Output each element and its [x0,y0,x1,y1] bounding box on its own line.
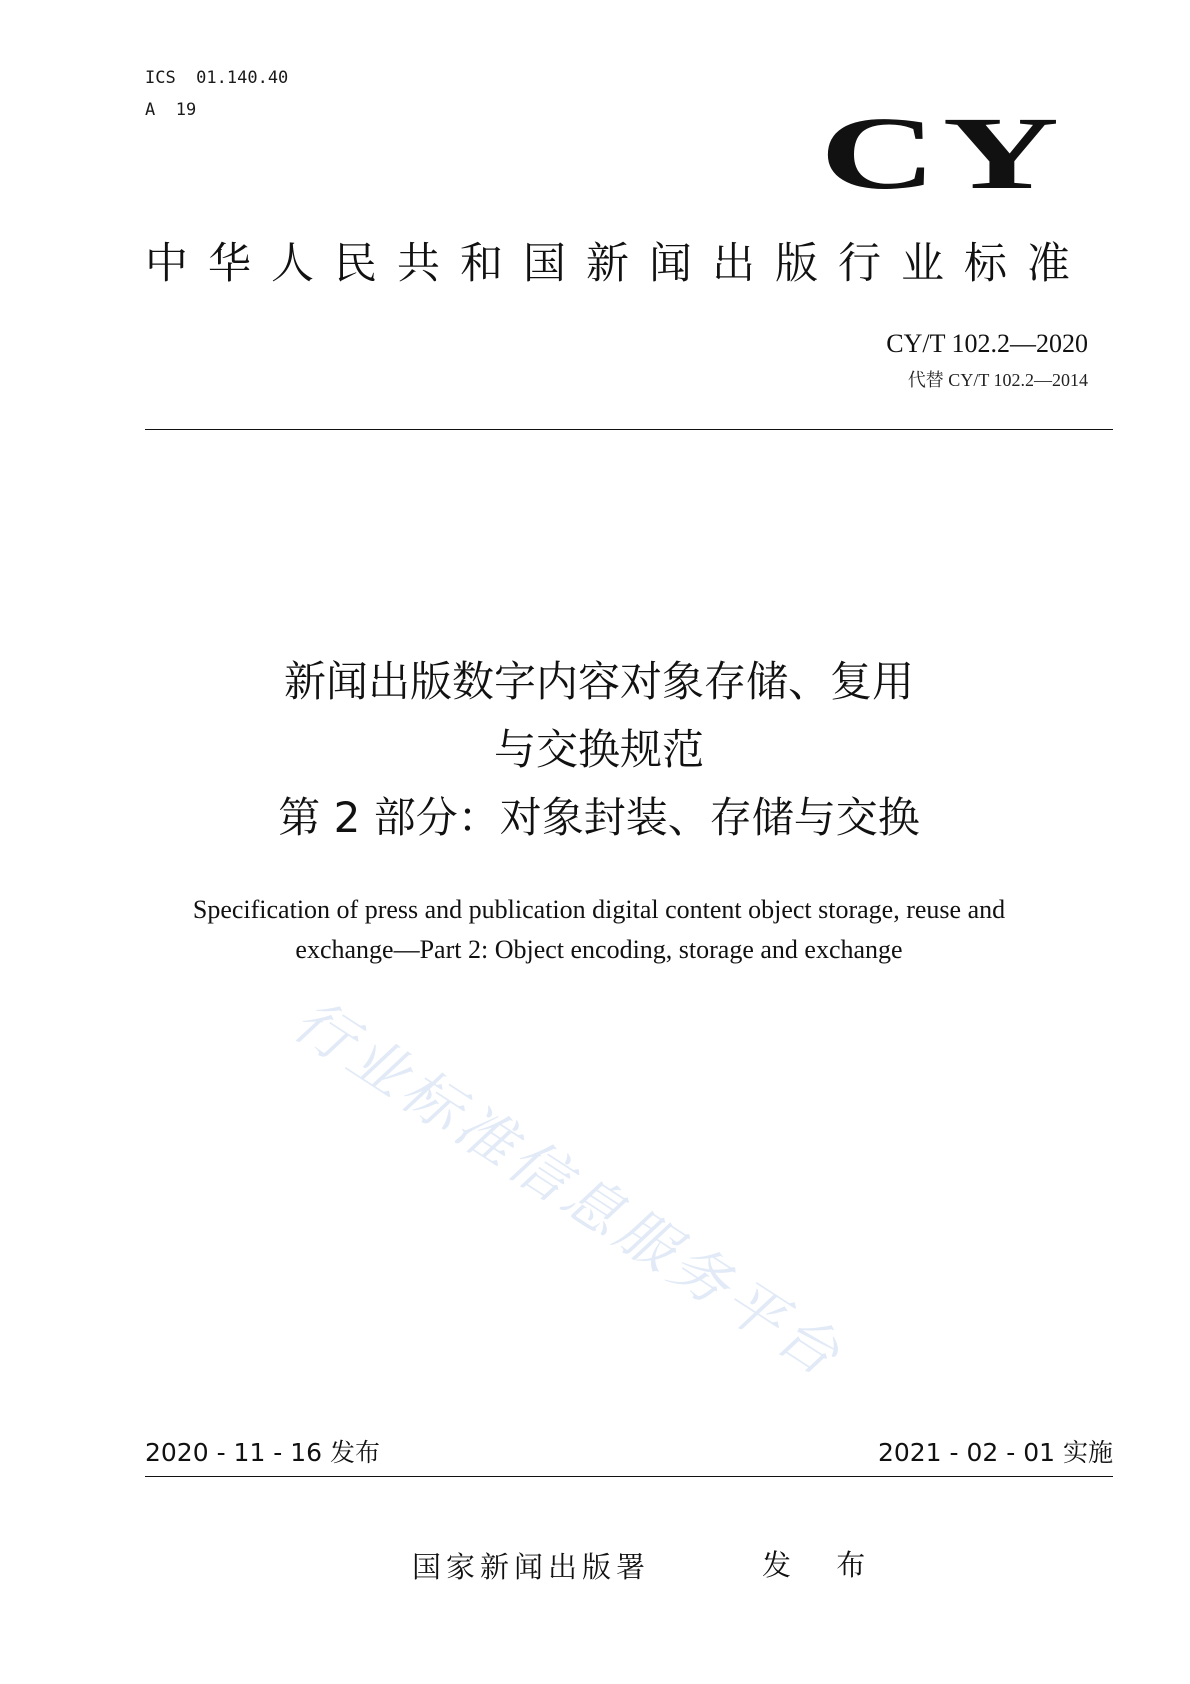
chinese-document-title [145,648,1053,852]
ccs-code: A 19 [145,100,197,120]
standard-number: CY/T 102.2—2020 [886,329,1088,358]
ics-code: ICS 01.140.40 [145,68,289,88]
standard-category-title: 中华人民共和国新闻出版行业标准 [145,239,1090,289]
implementation-date: 2021 - 02 - 01 实施 [877,1438,1113,1467]
bottom-divider [145,1476,1113,1477]
publisher-name: 国家新闻出版署 [412,1550,651,1584]
watermark: 行业标准信息服务平台 [281,985,856,1392]
replaces-standard: 代替 CY/T 102.2—2014 [907,370,1088,390]
english-title-line-1: Specification of press and publication digital content object storage, reuse and [192,895,1006,924]
chinese-title-line-3: 第 2 部分：对象封装、存储与交换 [278,793,920,842]
issue-date: 2020 - 11 - 16 发布 [145,1438,381,1467]
english-document-title [145,890,1053,970]
top-divider [145,429,1113,430]
english-title-line-2: exchange—Part 2: Object encoding, storage and exchange [295,935,903,964]
classification-codes [145,62,288,126]
chinese-title-line-1: 新闻出版数字内容对象存储、复用 [283,657,914,706]
chinese-title-line-2: 与交换规范 [493,725,704,774]
publish-label: 发 布 [762,1548,884,1582]
cy-logo: CY [820,96,1066,211]
